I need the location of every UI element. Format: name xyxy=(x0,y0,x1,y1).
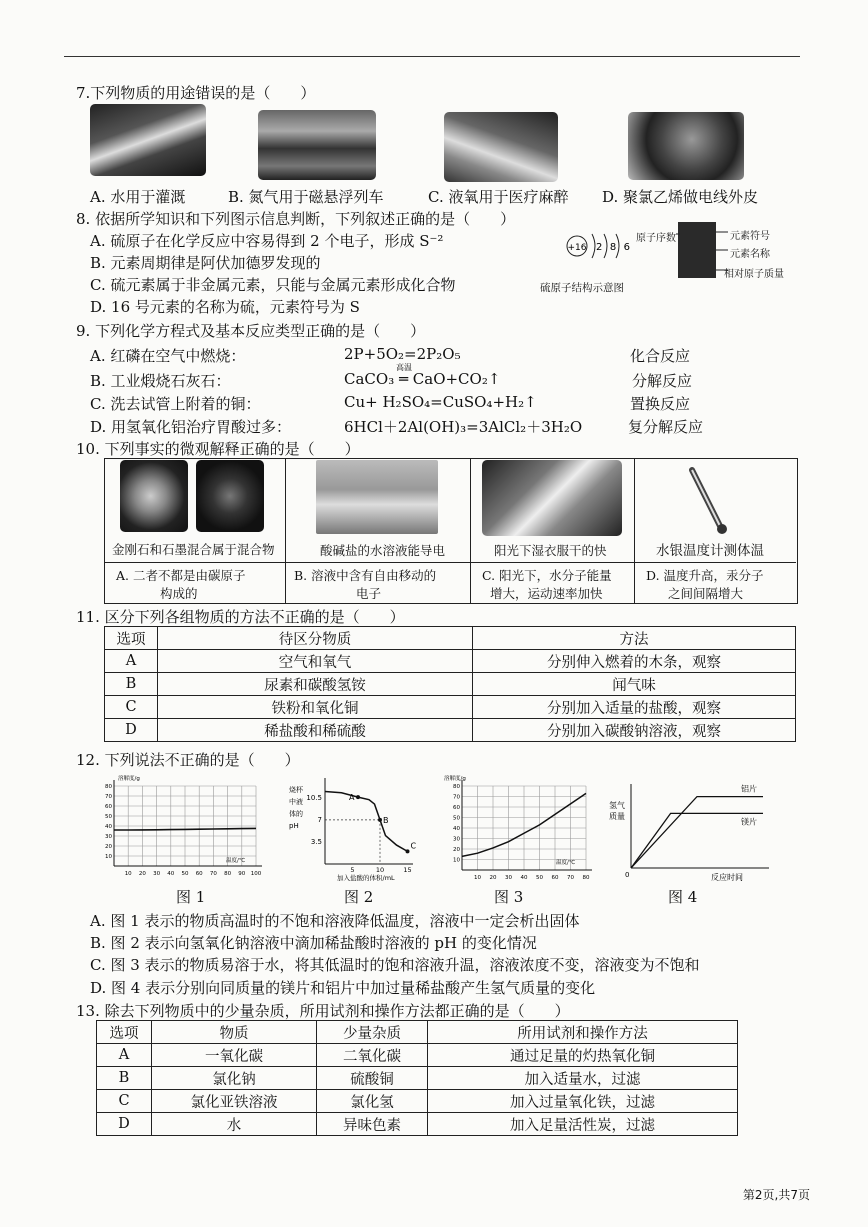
y-axis-label-part: 氢气 xyxy=(609,801,625,810)
maglev-train-photo xyxy=(258,110,376,180)
origin-label: 0 xyxy=(625,871,630,879)
q9-b-condition: 高温 xyxy=(396,363,412,372)
atom-shells-label: 2 8 6 xyxy=(596,242,630,253)
q9-c-type: 置换反应 xyxy=(630,395,691,413)
q10-option-a-line2: 构成的 xyxy=(160,586,198,601)
q11-cell: 空气和氧气 xyxy=(158,650,473,673)
data-point xyxy=(378,818,382,822)
q13-cell: 加入过量氧化铁，过滤 xyxy=(428,1090,738,1113)
y-tick-label: 60 xyxy=(453,805,460,811)
series-line-aluminum xyxy=(631,797,763,868)
q13-header-substance: 物质 xyxy=(152,1021,317,1044)
x-tick-label: 70 xyxy=(567,875,574,881)
y-tick-label: 30 xyxy=(105,834,112,840)
point-label: C xyxy=(410,841,417,851)
q10-caption-4: 水银温度计测体温 xyxy=(656,543,764,559)
q10-option-b-line2: 电子 xyxy=(356,586,382,601)
q13-cell: 二氧化碳 xyxy=(317,1044,428,1067)
medical-oxygen-photo xyxy=(444,112,558,182)
q8-option-b: B. 元素周期律是阿伏加德罗发现的 xyxy=(90,254,321,272)
q9-d-equation: 6HCl＋2Al(OH)₃=3AlCl₂＋3H₂O xyxy=(344,418,583,436)
y-tick-label: 70 xyxy=(105,794,112,800)
y-tick-label: 80 xyxy=(453,784,460,790)
q13-header-impurity: 少量杂质 xyxy=(317,1021,428,1044)
q10-option-a-line1: A. 二者不都是由碳原子 xyxy=(116,568,246,583)
thermometer-icon xyxy=(680,462,740,538)
q7-option-d: D. 聚氯乙烯做电线外皮 xyxy=(602,188,759,206)
x-tick-label: 70 xyxy=(209,871,217,877)
q13-cell: 水 xyxy=(152,1113,317,1136)
table-row xyxy=(97,1044,738,1067)
q12-option-d: D. 图 4 表示分别向同质量的镁片和铝片中加过量稀盐酸产生氢气质量的变化 xyxy=(90,979,596,997)
irrigation-photo xyxy=(90,104,206,176)
q13-header-option: 选项 xyxy=(97,1021,152,1044)
q9-stem: 9. 下列化学方程式及基本反应类型正确的是（ ） xyxy=(76,322,426,340)
q11-header-substances: 待区分物质 xyxy=(158,627,473,650)
y-axis-label-part: pH xyxy=(289,822,299,830)
x-tick-label: 50 xyxy=(181,871,189,877)
q11-cell: 尿素和碳酸氢铵 xyxy=(158,673,473,696)
q11-header-row xyxy=(105,627,796,650)
q13-cell: C xyxy=(97,1090,152,1113)
q10-col-divider-1 xyxy=(285,458,286,603)
q11-cell: 分别伸入燃着的木条，观察 xyxy=(473,650,796,673)
x-axis-label: 反应时间 xyxy=(711,873,743,882)
q13-cell: 加入足量活性炭，过滤 xyxy=(428,1113,738,1136)
q10-caption-3: 阳光下湿衣服干的快 xyxy=(494,543,607,558)
x-tick-label: 10 xyxy=(375,866,385,874)
graphite-photo xyxy=(196,460,264,532)
x-tick-label: 60 xyxy=(195,871,203,877)
table-row xyxy=(105,673,796,696)
x-tick-label: 5 xyxy=(350,866,355,874)
y-axis-label-part: 烧杯 xyxy=(289,786,303,794)
wet-clothes-photo xyxy=(482,460,622,536)
q7-option-a: A. 水用于灌溉 xyxy=(90,188,186,206)
q13-cell: 异味色素 xyxy=(317,1113,428,1136)
y-axis-label-part: 质量 xyxy=(609,812,625,821)
table-row xyxy=(105,719,796,742)
q9-a-label: A. 红磷在空气中燃烧： xyxy=(90,347,246,365)
y-tick-label: 70 xyxy=(453,794,460,801)
figure-4-hydrogen-chart xyxy=(603,778,778,882)
q9-b-type: 分解反应 xyxy=(632,372,693,390)
q13-cell: 加入适量水，过滤 xyxy=(428,1067,738,1090)
q9-c-equation: Cu+ H₂SO₄=CuSO₄+H₂↑ xyxy=(344,393,537,411)
q11-table xyxy=(104,626,796,742)
x-tick-label: 10 xyxy=(124,871,132,877)
table-row xyxy=(97,1067,738,1090)
y-tick-label: 50 xyxy=(105,814,112,820)
q9-d-label: D. 用氢氧化铝治疗胃酸过多： xyxy=(90,418,292,436)
table-row xyxy=(97,1090,738,1113)
x-tick-label: 30 xyxy=(505,875,512,881)
q13-cell: 一氧化碳 xyxy=(152,1044,317,1067)
q11-cell: 稀盐酸和稀硫酸 xyxy=(158,719,473,742)
atom-nucleus-label: +16 xyxy=(567,243,587,253)
atom-caption: 硫原子结构示意图 xyxy=(540,282,624,294)
q13-table xyxy=(96,1020,738,1136)
q12-stem: 12. 下列说法不正确的是（ ） xyxy=(76,751,300,769)
q9-a-equation: 2P+5O₂=2P₂O₅ xyxy=(344,345,461,363)
series-label: 铝片 xyxy=(741,784,757,794)
cell-label-symbol: 元素符号 xyxy=(730,231,770,242)
q11-stem: 11. 区分下列各组物质的方法不正确的是（ ） xyxy=(76,608,405,626)
q8-option-a: A. 硫原子在化学反应中容易得到 2 个电子，形成 S⁻² xyxy=(90,232,444,250)
q9-b-equation: CaCO₃ ═ CaO+CO₂↑ xyxy=(344,370,501,388)
q9-b-label: B. 工业煅烧石灰石： xyxy=(90,372,231,390)
y-tick-label: 10.5 xyxy=(306,793,322,802)
figure-2-ph-chart xyxy=(285,772,425,888)
y-tick-label: 40 xyxy=(453,826,460,832)
q12-option-a: A. 图 1 表示的物质高温时的不饱和溶液降低温度，溶液中一定会析出固体 xyxy=(90,912,580,930)
y-axis-label-part: 中液 xyxy=(289,798,303,806)
q10-stem: 10. 下列事实的微观解释正确的是（ ） xyxy=(76,440,360,458)
q8-option-d: D. 16 号元素的名称为硫，元素符号为 S xyxy=(90,298,360,316)
x-tick-label: 80 xyxy=(582,875,590,881)
q9-d-type: 复分解反应 xyxy=(628,418,704,436)
header-rule xyxy=(64,56,800,57)
q10-caption-1: 金刚石和石墨混合属于混合物 xyxy=(112,542,275,557)
q11-header-method: 方法 xyxy=(473,627,796,650)
q11-cell: B xyxy=(105,673,158,696)
cell-label-atomic-mass: 相对原子质量 xyxy=(724,269,784,280)
point-label: A xyxy=(349,793,355,803)
data-point xyxy=(356,795,360,799)
x-tick-label: 20 xyxy=(489,875,497,881)
cell-label-atomic-number: 原子序数 xyxy=(636,233,676,244)
y-tick-label: 60 xyxy=(105,804,112,810)
q13-cell: 氯化钠 xyxy=(152,1067,317,1090)
q7-stem: 7.下列物质的用途错误的是（ ） xyxy=(76,84,316,102)
y-axis-label: 溶解度/g xyxy=(444,776,466,782)
q10-option-b-line1: B. 溶液中含有自由移动的 xyxy=(294,568,437,583)
q10-caption-2: 酸碱盐的水溶液能导电 xyxy=(320,543,446,558)
x-axis-label: 温度/℃ xyxy=(556,860,576,866)
figure-2-label: 图 2 xyxy=(344,888,374,906)
figure-3-solubility-chart xyxy=(440,772,600,888)
q7-option-c: C. 液氧用于医疗麻醉 xyxy=(428,188,569,206)
q8-option-c: C. 硫元素属于非金属元素，只能与金属元素形成化合物 xyxy=(90,276,456,294)
q13-cell: 氯化氢 xyxy=(317,1090,428,1113)
q10-col-divider-2 xyxy=(470,458,471,603)
cable-photo xyxy=(628,112,744,180)
x-tick-label: 40 xyxy=(520,875,528,881)
y-tick-label: 7 xyxy=(317,815,322,824)
x-tick-label: 20 xyxy=(138,871,146,877)
x-tick-label: 60 xyxy=(551,875,559,881)
y-tick-label: 30 xyxy=(453,836,460,843)
table-row xyxy=(105,650,796,673)
page-footer: 第2页,共7页 xyxy=(742,1188,810,1202)
q13-header-row xyxy=(97,1021,738,1044)
q11-header-option: 选项 xyxy=(105,627,158,650)
q13-cell: A xyxy=(97,1044,152,1067)
y-tick-label: 10 xyxy=(105,854,112,860)
cell-label-name: 元素名称 xyxy=(730,249,770,260)
q10-row-divider xyxy=(104,562,796,563)
point-label: B xyxy=(383,815,389,825)
x-axis-label: 温度/℃ xyxy=(226,858,246,864)
q13-cell: 氯化亚铁溶液 xyxy=(152,1090,317,1113)
q9-a-type: 化合反应 xyxy=(630,347,691,365)
series-line xyxy=(325,791,408,851)
q10-col-divider-3 xyxy=(634,458,635,603)
q7-option-b: B. 氮气用于磁悬浮列车 xyxy=(228,188,384,206)
q13-header-method: 所用试剂和操作方法 xyxy=(428,1021,738,1044)
y-tick-label: 3.5 xyxy=(310,837,322,846)
y-tick-label: 80 xyxy=(105,784,112,790)
y-tick-label: 40 xyxy=(105,824,112,830)
y-tick-label: 10 xyxy=(453,857,460,864)
series-line xyxy=(114,828,256,830)
table-row xyxy=(97,1113,738,1136)
q13-stem: 13. 除去下列物质中的少量杂质，所用试剂和操作方法都正确的是（ ） xyxy=(76,1002,570,1020)
conductivity-apparatus-photo xyxy=(316,460,438,534)
q13-cell: D xyxy=(97,1113,152,1136)
x-axis-label: 加入盐酸的体积/mL xyxy=(337,874,395,882)
q11-cell: C xyxy=(105,696,158,719)
y-axis-label-part: 体的 xyxy=(289,810,303,818)
q13-cell: 通过足量的灼热氧化铜 xyxy=(428,1044,738,1067)
q10-option-d-line1: D. 温度升高，汞分子 xyxy=(646,568,764,583)
q10-option-c-line2: 增大，运动速率加快 xyxy=(490,586,603,601)
x-tick-label: 90 xyxy=(238,871,246,877)
q8-stem: 8. 依据所学知识和下列图示信息判断，下列叙述正确的是（ ） xyxy=(76,210,516,228)
diamond-photo xyxy=(120,460,188,532)
q13-cell: 硫酸铜 xyxy=(317,1067,428,1090)
y-axis-label: 溶解度/g xyxy=(118,776,140,782)
x-tick-label: 10 xyxy=(474,875,481,881)
q10-option-d-line2: 之间间隔增大 xyxy=(668,586,744,601)
figure-4-label: 图 4 xyxy=(668,888,698,906)
y-tick-label: 50 xyxy=(453,815,460,822)
series-label: 镁片 xyxy=(741,817,757,827)
y-tick-label: 20 xyxy=(105,844,112,850)
q11-cell: 铁粉和氧化铜 xyxy=(158,696,473,719)
y-tick-label: 20 xyxy=(453,847,460,853)
x-tick-label: 50 xyxy=(536,875,543,881)
x-tick-label: 40 xyxy=(167,871,175,877)
q12-option-c: C. 图 3 表示的物质易溶于水，将其低温时的饱和溶液升温，溶液浓度不变，溶液变为不饱和 xyxy=(90,956,700,974)
q11-cell: 分别加入适量的盐酸，观察 xyxy=(473,696,796,719)
figure-3-label: 图 3 xyxy=(494,888,524,906)
x-tick-label: 100 xyxy=(250,871,262,877)
q10-option-c-line1: C. 阳光下，水分子能量 xyxy=(482,568,612,583)
q13-cell: B xyxy=(97,1067,152,1090)
x-tick-label: 30 xyxy=(153,871,161,877)
table-row xyxy=(105,696,796,719)
q12-option-b: B. 图 2 表示向氢氧化钠溶液中滴加稀盐酸时溶液的 pH 的变化情况 xyxy=(90,934,537,952)
q11-cell: 闻气味 xyxy=(473,673,796,696)
figure-1-label: 图 1 xyxy=(176,888,206,906)
q9-c-label: C. 洗去试管上附着的铜： xyxy=(90,395,261,413)
q11-cell: A xyxy=(105,650,158,673)
data-point xyxy=(406,849,410,853)
q11-cell: D xyxy=(105,719,158,742)
q11-cell: 分别加入碳酸钠溶液，观察 xyxy=(473,719,796,742)
x-tick-label: 15 xyxy=(403,866,412,874)
x-tick-label: 80 xyxy=(224,871,232,877)
figure-1-solubility-chart xyxy=(90,772,270,888)
